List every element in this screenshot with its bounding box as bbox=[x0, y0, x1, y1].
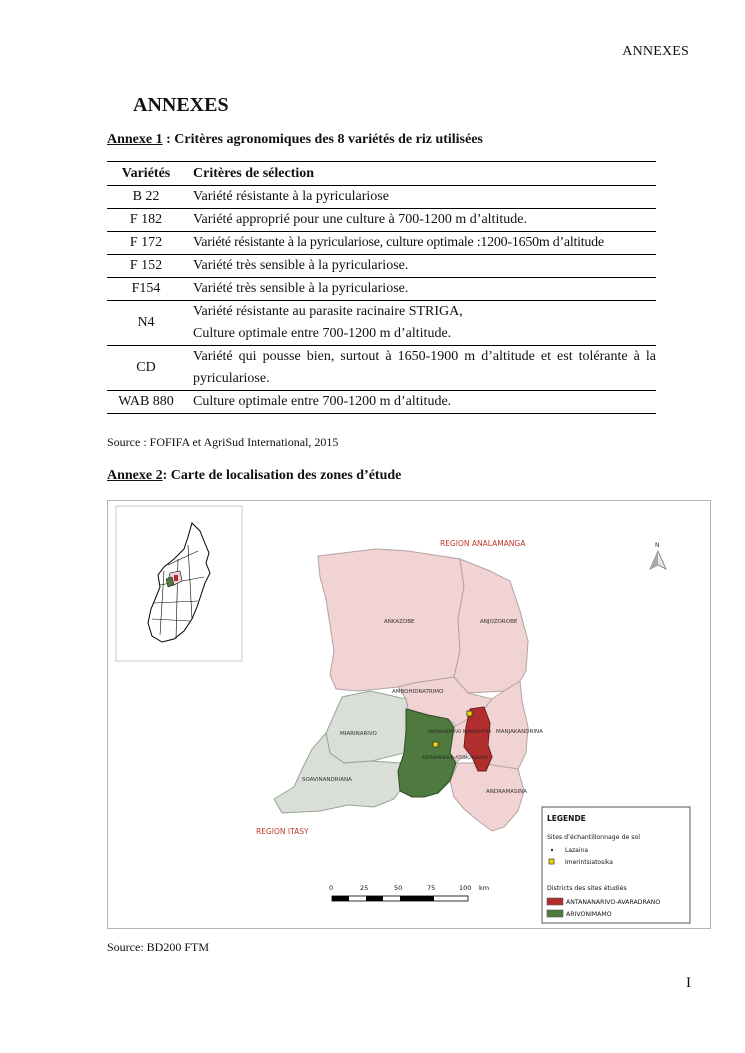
table-row bbox=[107, 346, 656, 391]
label-atsimondrano: ANTANANARIVO-ATSIMONDRANO bbox=[422, 755, 489, 760]
page-title: ANNEXES bbox=[133, 94, 229, 116]
annex2-source: Source: BD200 FTM bbox=[107, 940, 209, 954]
table-row bbox=[107, 209, 656, 232]
table-row bbox=[107, 301, 656, 346]
table-header-row bbox=[107, 162, 656, 186]
label-renivohitra: ANTANANARIVO RENIVOHITRA bbox=[428, 729, 492, 734]
label-ankazobe: ANKAZOBE bbox=[384, 619, 415, 625]
legend-districts-heading: Districts des sites étudiés bbox=[547, 885, 627, 892]
legend-swatch-avaradrano bbox=[547, 898, 563, 905]
variety-cell: CD bbox=[107, 346, 185, 391]
table-row bbox=[107, 391, 656, 414]
label-region-itasy: REGION ITASY bbox=[256, 827, 309, 836]
scale-tick-0: 0 bbox=[329, 884, 334, 892]
criteria-table bbox=[107, 161, 656, 414]
label-andramasina: ANDRAMASINA bbox=[486, 789, 527, 795]
label-soavinandriana: SOAVINANDRIANA bbox=[302, 777, 352, 783]
north-arrow-label: N bbox=[655, 542, 660, 549]
legend-swatch-arivonimamo bbox=[547, 910, 563, 917]
annex1-heading bbox=[107, 132, 483, 148]
inset-avaradrano bbox=[174, 575, 178, 581]
criteria-cell bbox=[185, 301, 656, 346]
legend-dot-lazaina bbox=[551, 849, 553, 851]
legend-district-avaradrano: ANTANANARIVO-AVARADRANO bbox=[566, 899, 661, 906]
variety-cell: WAB 880 bbox=[107, 391, 185, 414]
variety-cell: B 22 bbox=[107, 186, 185, 209]
district-avaradrano bbox=[464, 707, 492, 771]
column-header-criteres: Critères de sélection bbox=[185, 162, 656, 186]
district-miarinarivo bbox=[326, 691, 408, 763]
legend-site-imerintsiatosika: Imerintsiatosika bbox=[565, 859, 613, 866]
district-arivonimamo bbox=[398, 709, 456, 797]
location-map bbox=[107, 500, 711, 929]
scale-tick-50: 50 bbox=[394, 884, 403, 892]
variety-cell: F154 bbox=[107, 278, 185, 301]
scale-tick-75: 75 bbox=[427, 884, 436, 892]
scale-bar-segment bbox=[366, 896, 383, 901]
criteria-cell: Variété très sensible à la pyriculariose. bbox=[185, 255, 656, 278]
annex1-label: Annexe 1 bbox=[107, 132, 163, 147]
legend-district-arivonimamo: ARIVONIMAMO bbox=[566, 911, 612, 918]
annex2-heading bbox=[107, 468, 401, 484]
criteria-cell: Variété résistante à la pyriculariose bbox=[185, 186, 656, 209]
scale-tick-100: 100 bbox=[459, 884, 472, 892]
criteria-line: Culture optimale entre 700-1200 m d’altitude. bbox=[193, 326, 452, 341]
legend-title: LEGENDE bbox=[547, 814, 586, 823]
scale-bar-segment bbox=[332, 896, 349, 901]
annex1-source: Source : FOFIFA et AgriSud International, 2015 bbox=[107, 435, 339, 449]
scale-bar-segment bbox=[400, 896, 434, 901]
scale-unit: km bbox=[479, 884, 490, 892]
annex1-title: : Critères agronomiques des 8 variétés de riz utilisées bbox=[162, 132, 483, 147]
table-row bbox=[107, 278, 656, 301]
table-row bbox=[107, 255, 656, 278]
district-anjozorobe bbox=[454, 559, 528, 693]
running-header: ANNEXES bbox=[622, 44, 689, 59]
label-ambohidratrimo: AMBOHIDRATRIMO bbox=[392, 689, 444, 695]
variety-cell: N4 bbox=[107, 301, 185, 346]
annex2-label: Annexe 2 bbox=[107, 468, 163, 483]
label-anjozorobe: ANJOZOROBE bbox=[480, 619, 518, 625]
criteria-cell: Variété très sensible à la pyriculariose. bbox=[185, 278, 656, 301]
legend-square-imerintsiatosika bbox=[549, 859, 554, 864]
criteria-cell: Variété résistante à la pyriculariose, culture optimale :1200-1650m d’altitude bbox=[185, 232, 656, 255]
criteria-cell: Variété qui pousse bien, surtout à 1650-1900 m d’altitude et est tolérante à la pyriculariose. bbox=[185, 346, 656, 391]
map-canvas bbox=[108, 501, 710, 928]
legend-sites-heading: Sites d’échantillonnage de sol bbox=[547, 834, 640, 841]
scale-tick-25: 25 bbox=[360, 884, 369, 892]
label-region-analamanga: REGION ANALAMANGA bbox=[440, 539, 526, 548]
criteria-cell: Variété approprié pour une culture à 700-1200 m d’altitude. bbox=[185, 209, 656, 232]
criteria-cell: Culture optimale entre 700-1200 m d’altitude. bbox=[185, 391, 656, 414]
criteria-line: Variété résistante au parasite racinaire STRIGA, bbox=[193, 304, 463, 319]
variety-cell: F 152 bbox=[107, 255, 185, 278]
column-header-varietes: Variétés bbox=[107, 162, 185, 186]
label-miarinarivo: MIARINARIVO bbox=[340, 731, 377, 737]
table-row bbox=[107, 186, 656, 209]
annex2-title: : Carte de localisation des zones d’étude bbox=[162, 468, 402, 483]
site-marker-imerintsiatosika bbox=[433, 742, 438, 747]
page-number: I bbox=[686, 975, 691, 991]
label-manjakandriana: MANJAKANDRINA bbox=[496, 729, 543, 735]
district-andramasina bbox=[450, 763, 524, 831]
variety-cell: F 182 bbox=[107, 209, 185, 232]
legend-site-lazaina: Lazaina bbox=[565, 847, 588, 854]
table-row bbox=[107, 232, 656, 255]
site-marker-lazaina bbox=[467, 711, 472, 716]
variety-cell: F 172 bbox=[107, 232, 185, 255]
